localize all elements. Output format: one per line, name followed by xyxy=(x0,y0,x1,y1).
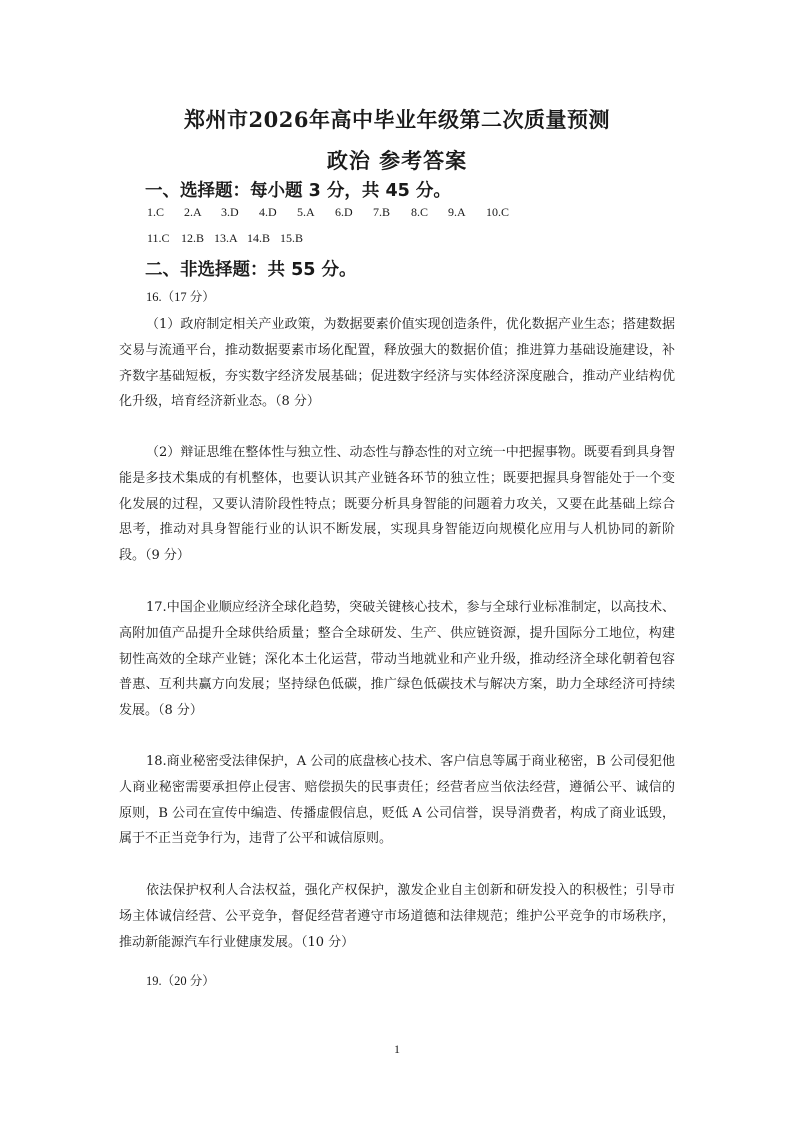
question-16-part-1: （1）政府制定相关产业政策，为数据要素价值实现创造条件，优化数据产业生态；搭建数据交易与流通平台，推动数据要素市场化配置，释放强大的数据价值；推进算力基础设施建设，补齐数字基础短板，夯实数字经济发展基础；促进数字经济与实体经济深度融合，推动产业结构优化升级，培育经济新业态。（8 分） xyxy=(119,317,675,410)
answer-item: 8.C xyxy=(411,205,429,219)
question-16-heading: 16.（17 分） xyxy=(146,290,215,304)
answer-item: 11.C xyxy=(147,231,170,245)
answer-item: 12.B xyxy=(181,231,205,245)
page-number: 1 xyxy=(394,1042,400,1056)
answer-row-2 xyxy=(147,231,320,246)
answer-item: 7.B xyxy=(373,205,391,219)
page-title: 郑州市2026年高中毕业年级第二次质量预测 xyxy=(184,107,610,132)
question-18-answer-part-2: 依法保护权利人合法权益，强化产权保护，激发企业自主创新和研发投入的积极性；引导市场主体诚信经营、公平竞争，督促经营者遵守市场道德和法律规范；维护公平竞争的市场秩序，推动新能源汽车行业健康发展。（10 分） xyxy=(119,883,675,950)
section-heading-essay: 二、非选择题：共 55 分。 xyxy=(145,260,357,280)
question-17-answer: 17.中国企业顺应经济全球化趋势，突破关键核心技术，参与全球行业标准制定，以高技术、高附加值产品提升全球供给质量；整合全球研发、生产、供应链资源，提升国际分工地位，构建韧性高效的全球产业链；深化本土化运营，带动当地就业和产业升级，推动经济全球化朝着包容普惠、互利共赢方向发展；坚持绿色低碳，推广绿色低碳技术与解决方案，助力全球经济可持续发展。（8 分） xyxy=(119,600,675,719)
answer-item: 5.A xyxy=(297,205,315,219)
answer-item: 2.A xyxy=(184,205,202,219)
answer-item: 14.B xyxy=(247,231,271,245)
answer-item: 13.A xyxy=(214,231,238,245)
answer-item: 10.C xyxy=(486,205,510,219)
answer-item: 9.A xyxy=(448,205,466,219)
answer-item: 4.D xyxy=(259,205,277,219)
answer-item: 15.B xyxy=(280,231,304,245)
answer-row-1 xyxy=(147,205,526,220)
page-subtitle: 政治 参考答案 xyxy=(326,148,468,173)
question-18-answer-part-1: 18.商业秘密受法律保护，A 公司的底盘核心技术、客户信息等属于商业秘密，B 公司侵犯他人商业秘密需要承担停止侵害、赔偿损失的民事责任；经营者应当依法经营，遵循公平、诚信的原则，B 公司在宣传中编造、传播虚假信息，贬低 A 公司信誉，误导消费者，构成了商业诋毁，属于不正当竞争行为，违背了公平和诚信原则。 xyxy=(119,754,675,847)
answer-item: 6.D xyxy=(335,205,353,219)
answer-item: 3.D xyxy=(221,205,239,219)
answer-item: 1.C xyxy=(147,205,165,219)
section-heading-choice: 一、选择题：每小题 3 分，共 45 分。 xyxy=(145,181,451,201)
question-19-heading: 19.（20 分） xyxy=(146,974,215,988)
question-16-part-2: （2）辩证思维在整体性与独立性、动态性与静态性的对立统一中把握事物。既要看到具身智能是多技术集成的有机整体，也要认识其产业链各环节的独立性；既要把握具身智能处于一个变化发展的过程，又要认清阶段性特点；既要分析具身智能的问题着力攻关，又要在此基础上综合思考，推动对具身智能行业的认识不断发展，实现具身智能迈向规模化应用与人机协同的新阶段。（9 分） xyxy=(119,445,675,564)
